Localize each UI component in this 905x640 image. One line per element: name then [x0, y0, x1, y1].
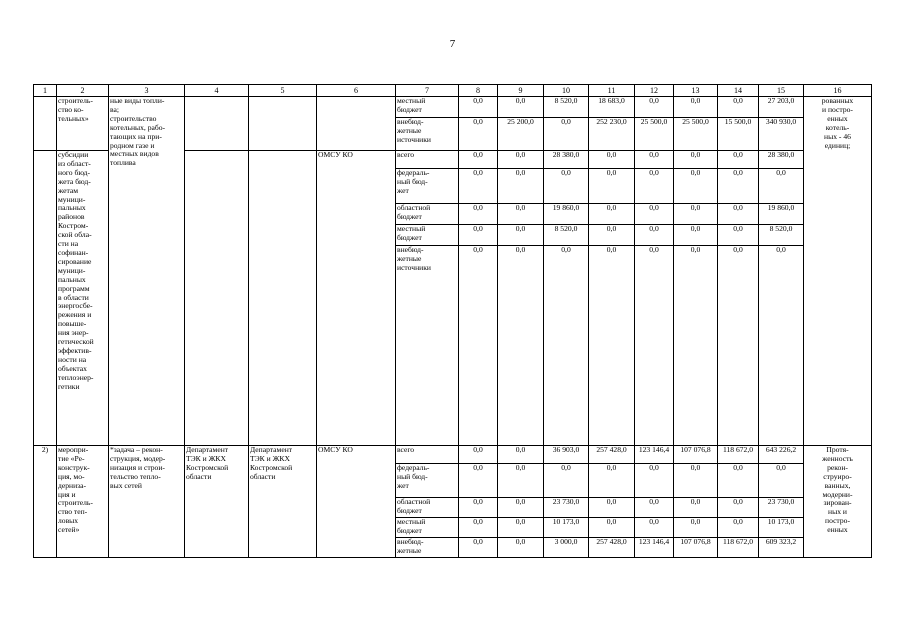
value-cell: 19 860,0: [544, 204, 589, 225]
cell-line: вых сетей: [110, 480, 142, 490]
cell-line: котель-: [825, 122, 850, 132]
value-cell: 0,0: [674, 151, 718, 169]
cell-line: программ: [58, 283, 90, 293]
value-cell: 0,0: [718, 169, 759, 204]
cell-line: ный бюд-: [397, 471, 428, 481]
value-cell: 0,0: [635, 151, 674, 169]
cell-line: рекон-: [827, 462, 848, 472]
cell-line: бюджет: [397, 104, 422, 114]
cell-line: ва;: [110, 104, 119, 114]
cell-line: местный: [397, 96, 426, 105]
value-cell: 0,0: [589, 246, 635, 446]
cell-line: енных: [827, 525, 848, 535]
coexecutor-cell: [249, 97, 317, 151]
value-cell: 0,0: [498, 464, 544, 498]
cell-line: ской обла-: [58, 230, 92, 240]
cell-line: жета бюд-: [58, 176, 91, 186]
cell-line: бюджет: [397, 525, 422, 535]
value-cell: 28 380,0: [759, 151, 804, 169]
cell-line: родном газе и: [110, 140, 155, 150]
value-cell: 0,0: [674, 169, 718, 204]
cell-line: ные виды топли-: [110, 96, 165, 105]
cell-line: энергосбе-: [58, 301, 93, 311]
column-header: 14: [718, 85, 759, 97]
value-cell: 0,0: [635, 464, 674, 498]
column-header: 6: [317, 85, 396, 97]
cell-line: источники: [397, 262, 431, 272]
cell-line: енных: [827, 113, 848, 123]
num-cell: 2): [34, 446, 57, 558]
cell-line: струиро-: [823, 471, 852, 481]
funding-source-cell: [396, 464, 459, 498]
value-cell: 0,0: [635, 246, 674, 446]
cell-line: ство теп-: [58, 507, 88, 517]
value-cell: 118 672,0: [718, 446, 759, 464]
cell-line: из област-: [58, 158, 91, 168]
cell-line: Костромской: [186, 462, 229, 472]
value-cell: 36 903,0: [544, 446, 589, 464]
table-row: [34, 446, 872, 464]
cell-line: области: [250, 471, 276, 481]
value-cell: 15 500,0: [718, 118, 759, 151]
event-name-cell: [57, 97, 109, 151]
value-cell: 0,0: [498, 518, 544, 538]
value-cell: 0,0: [635, 518, 674, 538]
cell-line: гетической: [58, 337, 94, 347]
value-cell: 0,0: [459, 538, 498, 558]
column-header: 10: [544, 85, 589, 97]
participant-cell: [317, 97, 396, 151]
column-header: 5: [249, 85, 317, 97]
coexecutor-cell: [249, 446, 317, 558]
value-cell: 0,0: [635, 225, 674, 246]
cell-line: строительство: [110, 113, 157, 123]
value-cell: 0,0: [459, 97, 498, 118]
value-cell: 0,0: [459, 446, 498, 464]
value-cell: 0,0: [718, 246, 759, 446]
value-cell: 0,0: [674, 518, 718, 538]
cell-line: ция, мо-: [58, 471, 85, 481]
cell-line: жет: [397, 185, 409, 195]
cell-line: зирован-: [823, 498, 852, 508]
cell-line: ных - 46: [824, 131, 851, 141]
cell-line: Департамент: [186, 445, 229, 454]
value-cell: 25 200,0: [498, 118, 544, 151]
value-cell: 0,0: [674, 225, 718, 246]
value-cell: 0,0: [759, 246, 804, 446]
cell-line: строитель-: [58, 96, 93, 105]
cell-line: внебюд-: [397, 537, 424, 546]
cell-line: сирование: [58, 256, 92, 266]
cell-line: федераль-: [397, 168, 430, 177]
column-header: 16: [804, 85, 872, 97]
value-cell: 25 500,0: [674, 118, 718, 151]
cell-line: ТЭК и ЖКХ: [250, 453, 290, 463]
funding-source-cell: [396, 118, 459, 151]
cell-line: бюджет: [397, 232, 422, 242]
cell-line: пальных: [58, 203, 86, 213]
cell-line: теплоэнер-: [58, 372, 94, 382]
value-cell: 257 428,0: [589, 446, 635, 464]
participant-cell: ОМСУ КО: [317, 446, 396, 558]
event-name-cell: [57, 151, 109, 446]
value-cell: 0,0: [589, 518, 635, 538]
funding-source-cell: [396, 518, 459, 538]
value-cell: 0,0: [635, 498, 674, 518]
value-cell: 0,0: [718, 518, 759, 538]
cell-line: федераль-: [397, 463, 430, 472]
cell-line: ция и: [58, 489, 76, 499]
cell-line: субсидии: [58, 150, 89, 159]
value-cell: 27 203,0: [759, 97, 804, 118]
funding-source-cell: [396, 225, 459, 246]
cell-line: режения и: [58, 310, 92, 320]
value-cell: 0,0: [498, 204, 544, 225]
funding-source-cell: [396, 246, 459, 446]
cell-line: ния энер-: [58, 328, 89, 338]
cell-line: дерниза-: [58, 480, 87, 490]
column-header: 7: [396, 85, 459, 97]
participant-cell: ОМСУ КО: [317, 151, 396, 446]
funding-source-cell: [396, 498, 459, 518]
value-cell: 28 380,0: [544, 151, 589, 169]
value-cell: 0,0: [718, 498, 759, 518]
result-cell: [804, 97, 872, 446]
cell-line: ловых: [58, 516, 79, 526]
value-cell: 0,0: [459, 246, 498, 446]
cell-line: ного бюд-: [58, 167, 91, 177]
value-cell: 340 930,0: [759, 118, 804, 151]
value-cell: 0,0: [498, 246, 544, 446]
value-cell: 252 230,0: [589, 118, 635, 151]
value-cell: 107 076,8: [674, 446, 718, 464]
cell-line: строитель-: [58, 498, 93, 508]
value-cell: 0,0: [674, 464, 718, 498]
cell-line: внебюд-: [397, 245, 424, 254]
value-cell: 0,0: [674, 97, 718, 118]
header-row: [34, 85, 872, 97]
cell-line: жетные: [397, 253, 422, 263]
value-cell: 10 173,0: [759, 518, 804, 538]
cell-line: бюджет: [397, 505, 422, 515]
value-cell: 0,0: [498, 446, 544, 464]
value-cell: 123 146,4: [635, 446, 674, 464]
cell-line: Костром-: [58, 221, 89, 231]
cell-line: меропри-: [58, 445, 89, 454]
value-cell: 23 730,0: [759, 498, 804, 518]
cell-line: всего: [397, 445, 415, 454]
value-cell: 0,0: [459, 151, 498, 169]
task-cell: [109, 446, 185, 558]
value-cell: 0,0: [589, 225, 635, 246]
cell-line: и постро-: [822, 104, 853, 114]
cell-line: жетам: [58, 185, 79, 195]
executor-cell: [185, 446, 249, 558]
cell-line: единиц;: [824, 140, 851, 150]
cell-line: областной: [397, 203, 431, 212]
value-cell: 19 860,0: [759, 204, 804, 225]
cell-line: области: [186, 471, 212, 481]
cell-line: струкция, модер-: [110, 453, 166, 463]
value-cell: 0,0: [759, 169, 804, 204]
value-cell: 0,0: [674, 204, 718, 225]
value-cell: 0,0: [459, 118, 498, 151]
column-header: 1: [34, 85, 57, 97]
value-cell: 0,0: [718, 464, 759, 498]
value-cell: 0,0: [718, 225, 759, 246]
cell-line: ТЭК и ЖКХ: [186, 453, 226, 463]
cell-line: местный: [397, 224, 426, 233]
value-cell: 0,0: [498, 151, 544, 169]
column-header: 12: [635, 85, 674, 97]
cell-line: сетей»: [58, 525, 80, 535]
value-cell: 25 500,0: [635, 118, 674, 151]
cell-line: источники: [397, 134, 431, 144]
num-cell: [34, 97, 57, 151]
value-cell: 8 520,0: [759, 225, 804, 246]
value-cell: 0,0: [589, 464, 635, 498]
column-header: 8: [459, 85, 498, 97]
cell-line: топлива: [110, 158, 136, 168]
column-header: 2: [57, 85, 109, 97]
value-cell: 0,0: [498, 498, 544, 518]
cell-line: жетные: [397, 545, 422, 555]
task-cell: [109, 97, 185, 446]
value-cell: 0,0: [459, 518, 498, 538]
value-cell: 0,0: [718, 204, 759, 225]
column-header: 13: [674, 85, 718, 97]
value-cell: 0,0: [498, 225, 544, 246]
cell-line: постро-: [825, 516, 850, 526]
cell-line: *задача – рекон-: [110, 445, 163, 454]
cell-line: модерни-: [822, 489, 853, 499]
cell-line: внебюд-: [397, 117, 424, 126]
cell-line: Костромской: [250, 462, 293, 472]
cell-line: тие «Ре-: [58, 453, 85, 463]
funding-source-cell: [396, 169, 459, 204]
cell-line: муници-: [58, 265, 86, 275]
value-cell: 0,0: [718, 97, 759, 118]
value-cell: 0,0: [589, 151, 635, 169]
column-header: 15: [759, 85, 804, 97]
funding-source-cell: [396, 446, 459, 464]
value-cell: 0,0: [459, 169, 498, 204]
value-cell: 0,0: [759, 464, 804, 498]
cell-line: котельных, рабо-: [110, 122, 166, 132]
value-cell: 118 672,0: [718, 538, 759, 558]
value-cell: 0,0: [498, 169, 544, 204]
funding-source-cell: [396, 538, 459, 558]
cell-line: рованных: [821, 96, 854, 105]
value-cell: 0,0: [544, 118, 589, 151]
coexecutor-cell: [249, 151, 317, 446]
value-cell: 0,0: [498, 97, 544, 118]
value-cell: 10 173,0: [544, 518, 589, 538]
column-header: 11: [589, 85, 635, 97]
value-cell: 0,0: [459, 498, 498, 518]
cell-line: в области: [58, 292, 89, 302]
value-cell: 0,0: [544, 169, 589, 204]
page-number: 7: [449, 38, 456, 50]
value-cell: 0,0: [589, 498, 635, 518]
value-cell: 0,0: [459, 225, 498, 246]
cell-line: эффектив-: [58, 345, 92, 355]
cell-line: жет: [397, 480, 409, 490]
value-cell: 0,0: [674, 246, 718, 446]
column-header: 4: [185, 85, 249, 97]
cell-line: гетики: [58, 381, 80, 391]
value-cell: 0,0: [635, 169, 674, 204]
value-cell: 0,0: [544, 464, 589, 498]
value-cell: 107 076,8: [674, 538, 718, 558]
cell-line: областной: [397, 497, 431, 506]
cell-line: сти на: [58, 239, 79, 249]
funding-source-cell: [396, 204, 459, 225]
cell-line: пальных: [58, 274, 86, 284]
value-cell: 0,0: [498, 538, 544, 558]
result-cell: [804, 446, 872, 558]
value-cell: 257 428,0: [589, 538, 635, 558]
budget-table: [33, 84, 872, 558]
cell-line: Протя-: [826, 445, 849, 454]
cell-line: ство ко-: [58, 104, 84, 114]
cell-line: низация и строи-: [110, 462, 165, 472]
cell-line: повыше-: [58, 319, 87, 329]
cell-line: конструк-: [58, 462, 90, 472]
cell-line: местных видов: [110, 149, 159, 159]
cell-line: ванных,: [824, 480, 851, 490]
cell-line: тельных»: [58, 113, 89, 123]
cell-line: районов: [58, 212, 85, 222]
cell-line: Департамент: [250, 445, 293, 454]
value-cell: 0,0: [674, 498, 718, 518]
executor-cell: [185, 97, 249, 151]
cell-line: объектах: [58, 363, 87, 373]
value-cell: 18 683,0: [589, 97, 635, 118]
value-cell: 0,0: [635, 204, 674, 225]
column-header: 9: [498, 85, 544, 97]
cell-line: ности на: [58, 354, 87, 364]
value-cell: 0,0: [635, 97, 674, 118]
cell-line: всего: [397, 150, 415, 159]
cell-line: муници-: [58, 194, 86, 204]
funding-source-cell: [396, 97, 459, 118]
value-cell: 8 520,0: [544, 97, 589, 118]
cell-line: ный бюд-: [397, 176, 428, 186]
cell-line: тающих на при-: [110, 131, 162, 141]
cell-line: тельство тепло-: [110, 471, 161, 481]
event-name-cell: [57, 446, 109, 558]
value-cell: 23 730,0: [544, 498, 589, 518]
value-cell: 0,0: [589, 169, 635, 204]
column-header: 3: [109, 85, 185, 97]
num-cell: [34, 151, 57, 446]
value-cell: 0,0: [459, 204, 498, 225]
value-cell: 609 323,2: [759, 538, 804, 558]
value-cell: 0,0: [589, 204, 635, 225]
cell-line: бюджет: [397, 211, 422, 221]
funding-source-cell: [396, 151, 459, 169]
value-cell: 0,0: [459, 464, 498, 498]
value-cell: 0,0: [544, 246, 589, 446]
value-cell: 3 000,0: [544, 538, 589, 558]
cell-line: женность: [822, 453, 853, 463]
cell-line: местный: [397, 517, 426, 526]
cell-line: софинан-: [58, 247, 89, 257]
cell-line: жетные: [397, 125, 422, 135]
value-cell: 8 520,0: [544, 225, 589, 246]
value-cell: 643 226,2: [759, 446, 804, 464]
value-cell: 0,0: [718, 151, 759, 169]
executor-cell: [185, 151, 249, 446]
table-row: [34, 97, 872, 118]
cell-line: ных и: [828, 507, 847, 517]
value-cell: 123 146,4: [635, 538, 674, 558]
